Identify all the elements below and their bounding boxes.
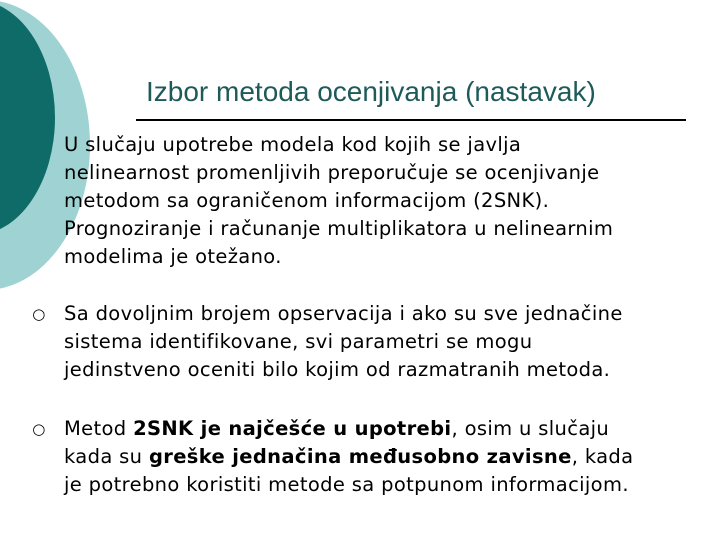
bullet-2-line-2: sistema identifikovane, svi parametri se mogu bbox=[64, 330, 533, 353]
bullet-1-line-1: U slučaju upotrebe modela kod kojih se javlja bbox=[64, 133, 522, 156]
bullet-1-line-3: metodom sa ograničenom informacijom (2SNK). bbox=[64, 189, 550, 212]
slide-title: Izbor metoda ocenjivanja (nastavak) bbox=[146, 76, 596, 107]
bullet-3-line-1 bbox=[64, 415, 704, 443]
bullet-3-emphasis-2: greške jednačina međusobno zavisne bbox=[148, 445, 572, 468]
bullet-1-line-4: Prognoziranje i računanje multiplikatora u nelinearnim bbox=[64, 217, 614, 240]
bullet-3-line-2-tail: , kada bbox=[571, 445, 634, 468]
bullet-2-line-1: Sa dovoljnim brojem opservacija i ako su sve jednačine bbox=[64, 302, 623, 325]
bullet-1-line-2: nelinearnost promenljivih preporučuje se ocenjivanje bbox=[64, 161, 600, 184]
bullet-item-3 bbox=[32, 415, 704, 499]
bullet-marker-icon: ○ bbox=[32, 305, 46, 323]
bullet-1-line-5: modelima je otežano. bbox=[64, 245, 282, 268]
bullet-3-line-2 bbox=[64, 443, 704, 471]
bullet-item-2 bbox=[32, 300, 704, 384]
bullet-3-line-3: je potrebno koristiti metode sa potpunom informacijom. bbox=[64, 473, 629, 496]
bullet-3-line-1-text: Metod bbox=[64, 417, 134, 440]
bullet-3-line-2-text: kada su bbox=[64, 445, 149, 468]
bullet-marker-icon: ○ bbox=[32, 420, 46, 438]
bullet-3-line-1-tail: , osim u slučaju bbox=[451, 417, 610, 440]
bullet-item-1 bbox=[64, 131, 704, 271]
bullet-2-line-3: jedinstveno oceniti bilo kojim od razmatranih metoda. bbox=[64, 358, 611, 381]
bullet-3-emphasis-1: 2SNK je najčešće u upotrebi bbox=[133, 417, 452, 440]
